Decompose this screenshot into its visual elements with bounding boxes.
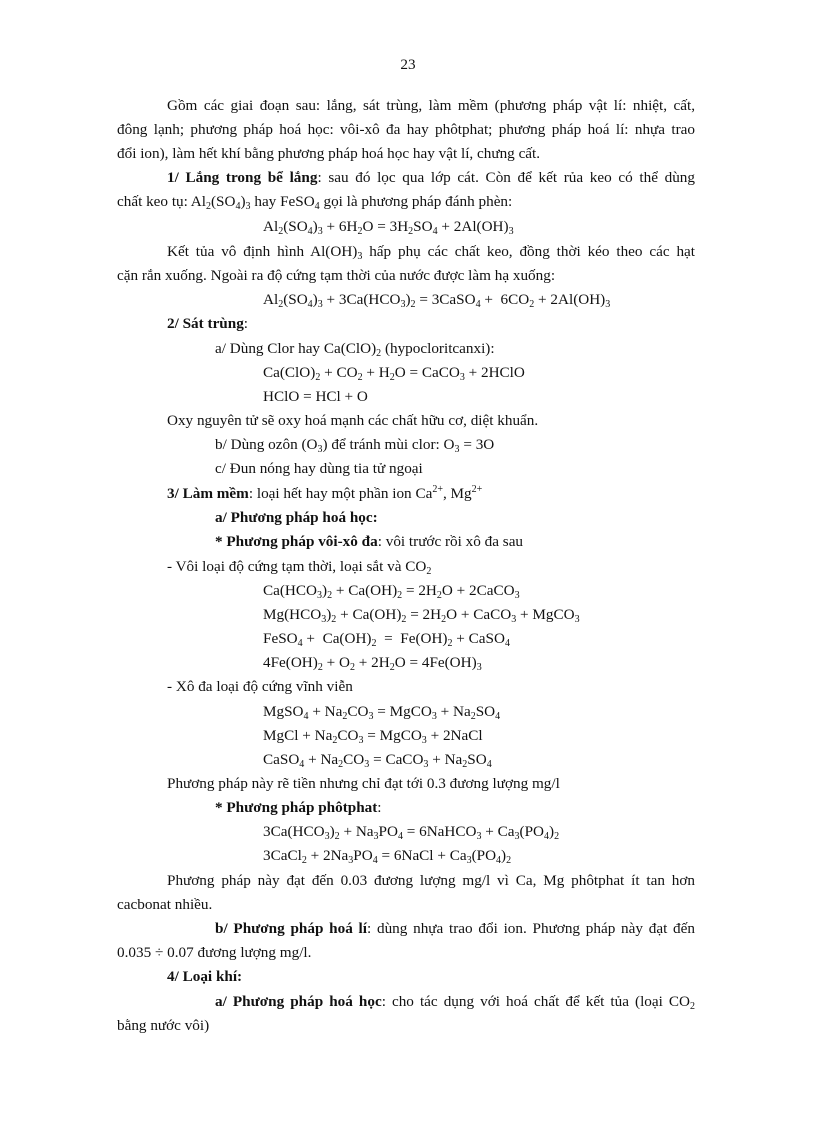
text-line-intro-3: đổi ion), làm hết khí bằng phương pháp hoá học hay vật lí, chưng cất. [117,145,541,162]
text-line-eq7: FeSO$_4$ + $Ca(OH)_2 = Fe(OH)_2$ + CaSO$_4$ [263,630,510,649]
text-line-note2-2: cacbonat nhiều. [117,896,213,913]
text-line-intro-2: đông lạnh; phương pháp hoá học: vôi-xô đa hay phôtphat; phương pháp hoá lí: nhựa trao [117,121,695,138]
text-line-sec2a: a/ Dùng Clor hay $Ca(ClO)_2$ (hypocloritcanxi): [215,340,495,359]
text-line-sec1-3: Kết tủa vô định hình $Al(OH)_3$ hấp phụ các chất keo, đồng thời kéo theo các hạt [167,243,696,262]
text-line-eq6: $Mg(HCO_3)_2 + Ca(OH)_2 = 2H_2O$ + CaCO$_3$ + MgCO$_3$ [263,606,580,625]
text-line-sec3b-2: 0.035 ÷ 0.07 đương lượng mg/l. [117,944,312,961]
text-line-sec3a-2: * Phương pháp phôtphat: [215,799,382,816]
text-line-sec2c: c/ Đun nóng hay dùng tia tử ngoại [215,460,423,477]
text-line-sec1-1: 1/ Lắng trong bể lắng: sau đó lọc qua lớp cát. Còn để kết rủa keo có thể dùng [167,169,695,186]
text-line-eq1: $Al_2(SO_4)_3 + 6H_2O = 3H_2SO_4 + 2Al(OH)_3$ [263,218,514,237]
text-line-eq8: $4Fe(OH)_2 + O_2 + 2H_2O = 4Fe(OH)_3$ [263,654,482,673]
text-line-voi: - Vôi loại độ cứng tạm thời, loại sắt và $CO_2$ [167,558,432,577]
text-line-xoda: - Xô đa loại độ cứng vĩnh viễn [167,678,353,695]
text-line-eq9: MgSO$_4$ + $Na_2CO_3$ = MgCO$_3$ + $Na_2SO_4$ [263,703,501,722]
text-line-sec4a-1: a/ Phương pháp hoá học: cho tác dụng với hoá chất để kết tủa (loại $CO_2$ [215,993,695,1012]
text-line-sec3a-1: * Phương pháp vôi-xô đa: vôi trước rồi xô đa sau [215,533,524,550]
text-line-eq5: $Ca(HCO_3)_2 + Ca(OH)_2 = 2H_2O$ + 2CaCO$_3$ [263,582,520,601]
text-line-sec4: 4/ Loại khí: [167,968,243,985]
text-line-sec3b-1: b/ Phương pháp hoá lí: dùng nhựa trao đổi ion. Phương pháp này đạt đến [215,920,695,937]
text-line-sec3: 3/ Làm mềm: loại hết hay một phần ion $Ca^{2+}$, $Mg^{2+}$ [167,484,483,502]
text-line-eq11: CaSO$_4$ + $Na_2CO_3$ = CaCO$_3$ + $Na_2SO_4$ [263,751,492,770]
text-line-intro-1: Gồm các giai đoạn sau: lắng, sát trùng, làm mềm (phương pháp vật lí: nhiệt, cất, [167,97,695,114]
text-line-sec3a: a/ Phương pháp hoá học: [215,509,378,526]
text-line-eq12: $3Ca(HCO_3)_2 + Na_3PO_4$ = 6NaHCO$_3$ + $Ca_3(PO_4)_2$ [263,823,560,842]
text-line-sec2: 2/ Sát trùng: [167,315,249,332]
text-line-eq4: HClO = HCl + O [263,388,368,405]
text-line-note2-1: Phương pháp này đạt đến 0.03 đương lượng mg/l vì Ca, Mg phôtphat ít tan hơn [167,872,695,889]
text-line-sec2-oxy: Oxy nguyên tử sẽ oxy hoá mạnh các chất hữu cơ, diệt khuẩn. [167,412,539,429]
text-line-sec2b: b/ Dùng ozôn $(O_3)$ để tránh mùi clor: $O_3 = 3O$ [215,436,495,455]
text-line-eq13: 3CaCl$_2$ + $2Na_3PO_4$ = 6NaCl + $Ca_3(PO_4)_2$ [263,847,512,866]
text-line-sec1-4: cặn rắn xuống. Ngoài ra độ cứng tạm thời của nước được làm hạ xuống: [117,267,556,284]
text-line-sec4a-2: bằng nước vôi) [117,1017,210,1034]
text-line-sec1-2: chất keo tụ: $Al_2(SO_4)_3$ hay FeSO$_4$ gọi là phương pháp đánh phèn: [117,193,513,212]
text-line-eq3: $Ca(ClO)_2 + CO_2 + H_2O$ = CaCO$_3$ + 2HClO [263,364,525,383]
text-line-eq2: $Al_2(SO_4)_3 + 3Ca(HCO_3)_2$ = 3CaSO$_4$ + $6CO_2 + 2Al(OH)_3$ [263,291,611,310]
page-number: 23 [400,56,416,73]
text-line-note1: Phương pháp này rẽ tiền nhưng chỉ đạt tới 0.3 đương lượng mg/l [167,775,560,792]
text-line-eq10: MgCl + $Na_2CO_3$ = MgCO$_3$ + 2NaCl [263,727,483,746]
